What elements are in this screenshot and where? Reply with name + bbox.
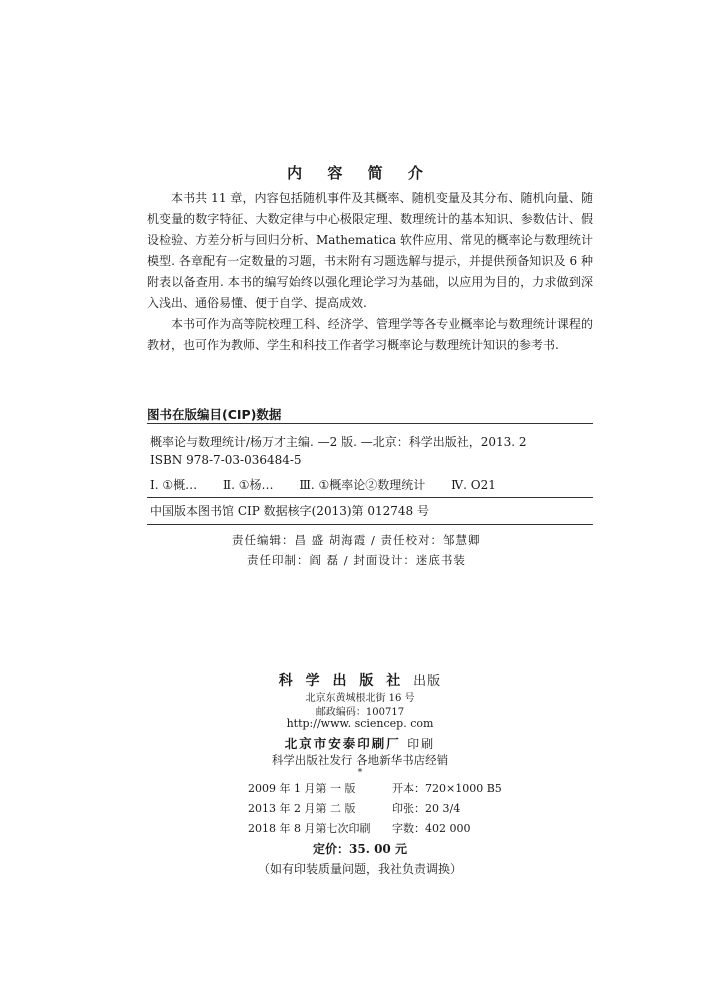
cip-top-rule xyxy=(147,423,593,424)
edition-date: 2013 年 2 月第 二 版 xyxy=(248,802,356,815)
summary-heading: 内 容 简 介 xyxy=(287,164,433,182)
cip-class-item: Ⅰ. ①概… xyxy=(150,478,198,492)
quality-notice: （如有印装质量问题，我社负责调换） xyxy=(257,862,462,876)
publisher-url: http://www. sciencep. com xyxy=(286,717,434,730)
production-credits: 责任印制：阎 磊 / 封面设计：迷底书装 xyxy=(247,553,466,567)
edition-row xyxy=(248,820,471,836)
publisher-name: 科 学 出 版 社 xyxy=(278,673,405,689)
cip-title: 图书在版编目(CIP)数据 xyxy=(147,407,282,422)
editor-credits: 责任编辑：昌 盛 胡海霞 / 责任校对：邹慧卿 xyxy=(232,533,481,547)
printer-line xyxy=(0,734,720,752)
cip-record-number: 中国版本图书馆 CIP 数据核字(2013)第 012748 号 xyxy=(150,504,429,518)
edition-spec: 字数：402 000 xyxy=(392,822,471,835)
edition-spec: 印张：20 3/4 xyxy=(392,802,461,815)
cip-classification xyxy=(150,476,496,493)
edition-row xyxy=(248,800,460,816)
distribution-line: 科学出版社发行 各地新华书店经销 xyxy=(271,753,449,767)
cip-class-item: Ⅱ. ①杨… xyxy=(222,478,274,492)
cip-bottom-rule xyxy=(147,524,593,525)
separator-star: * xyxy=(357,768,363,778)
summary-paragraph-2: 本书可作为高等院校理工科、经济学、管理学等各专业概率论与数理统计课程的教材，也可作为教师、学生和科技工作者学习概率论与数理统计知识的参考书. xyxy=(147,317,593,352)
printer-suffix: 印刷 xyxy=(407,737,436,751)
edition-date: 2018 年 8 月第七次印刷 xyxy=(248,822,371,835)
edition-date: 2009 年 1 月第 一 版 xyxy=(248,782,356,795)
price: 定价：35. 00 元 xyxy=(313,842,407,856)
publisher-postcode: 邮政编码：100717 xyxy=(315,707,405,718)
publisher-address: 北京东黄城根北街 16 号 xyxy=(305,693,415,704)
cip-isbn: ISBN 978-7-03-036484-5 xyxy=(150,453,302,467)
summary-body xyxy=(147,188,593,356)
edition-spec: 开本：720×1000 B5 xyxy=(392,782,502,795)
cip-class-item: Ⅳ. O21 xyxy=(451,478,496,492)
summary-paragraph-1: 本书共 11 章，内容包括随机事件及其概率、随机变量及其分布、随机向量、随机变量的数字特征、大数定律与中心极限定理、数理统计的基本知识、参数估计、假设检验、方差分析与回归分析、Mathematica 软件应用、常见的概率论与数理统计模型. 各章配有一定数量的习题，书末附有习题选解与提示，并提供预备知识及 6 种附表以备查用. 本书的编写始终以强化理论学习为基础，以应用为目的，力求做到深入浅出、通俗易懂、便于自学、提高成效. xyxy=(147,191,593,310)
cip-middle-rule xyxy=(147,497,593,498)
printer-name: 北京市安泰印刷厂 xyxy=(284,736,401,751)
cip-bibliographic-line: 概率论与数理统计/杨万才主编. —2 版. —北京：科学出版社，2013. 2 xyxy=(150,435,527,449)
edition-row xyxy=(248,780,502,796)
cip-class-item: Ⅲ. ①概率论②数理统计 xyxy=(299,478,426,492)
publisher-suffix: 出版 xyxy=(413,674,442,689)
publisher-line xyxy=(0,670,720,690)
